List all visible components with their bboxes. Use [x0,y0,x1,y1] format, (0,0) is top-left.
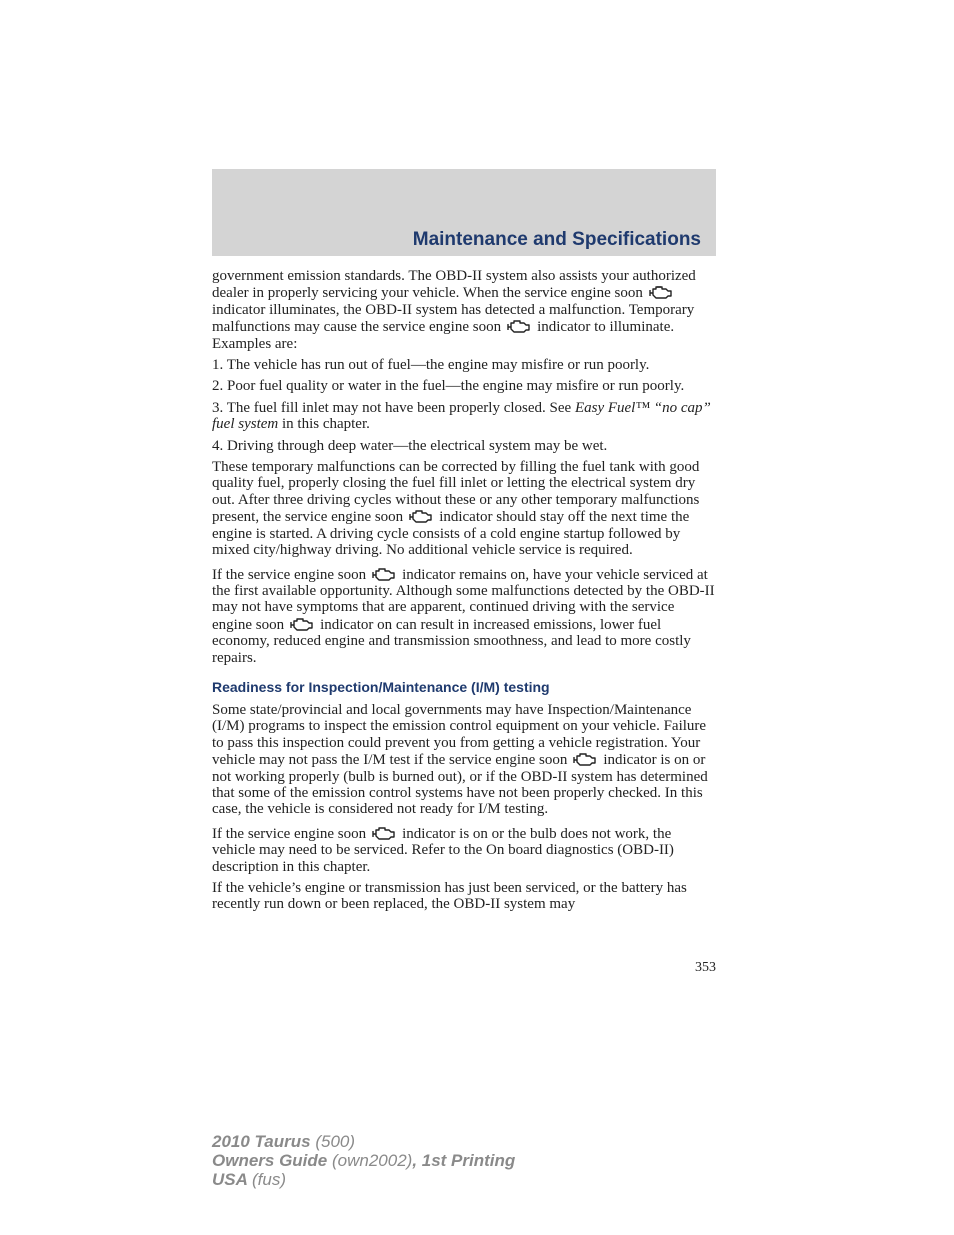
engine-icon [289,616,315,633]
paragraph-recently-serviced: If the vehicle’s engine or transmission has just been serviced, or the battery has recently run down or been replaced, the OBD-II system may [212,880,687,913]
footer-line-model: 2010 Taurus (500) [212,1132,356,1151]
list-item: 1. The vehicle has run out of fuel—the engine may misfire or run poorly. [212,357,650,374]
list-item: 2. Poor fuel quality or water in the fuel—the engine may misfire or run poorly. [212,378,685,395]
document-footer [212,1132,515,1189]
engine-icon [408,508,434,525]
cross-reference: Easy Fuel™ “no cap” fuel system [212,399,711,433]
list-item: 4. Driving through deep water—the electrical system may be wet. [212,437,608,454]
engine-icon [371,566,397,583]
footer-line-guide: Owners Guide (own2002), 1st Printing [212,1151,516,1170]
paragraph-bulb-not-working: If the service engine soon indicator is on or the bulb does not work, the vehicle may need to be serviced. Refer to the On board diagnostics (OBD-II) description in this chapter. [212,825,674,875]
paragraph-temporary-malfunctions: These temporary malfunctions can be corrected by filling the fuel tank with good quality fuel, properly closing the fuel fill inlet or letting the electrical system dry out. After three driving cycles without these or any other temporary malfunctions present, the service engine soon indicator should stay off the next time the engine is started. A driving cycle consists of a cold engine startup followed by mixed city/highway driving. No additional vehicle service is required. [212,459,700,559]
paragraph-im-programs: Some state/provincial and local governments may have Inspection/Maintenance (I/M) programs to inspect the emission control equipment on your vehicle. Failure to pass this inspection could prevent you from getting a vehicle registration. Your vehicle may not pass the I/M test if the service engine soon indicator is on or not working properly (bulb is burned out), or if the OBD-II system has determined that some of the emission control systems have not been properly checked. In this case, the vehicle is considered not ready for I/M testing. [212,701,708,818]
engine-icon [648,284,674,301]
footer-line-region: USA (fus) [212,1170,286,1189]
engine-icon [371,825,397,842]
section-header-bar [212,169,716,256]
paragraph-obd-intro: government emission standards. The OBD-II system also assists your authorized dealer in properly servicing your vehicle. When the service engine soon indicator illuminates, the OBD-II system has detected a malfunction. Temporary malfunctions may cause the service engine soon indicator to illuminate. Examples are: [212,268,696,352]
section-title: Maintenance and Specifications [412,229,701,250]
page-body [212,268,718,918]
engine-icon [572,751,598,768]
list-item: 3. The fuel fill inlet may not have been properly closed. See Easy Fuel™ “no cap” fuel system in this chapter. [212,399,711,433]
page-number: 353 [695,960,716,975]
subsection-heading: Readiness for Inspection/Maintenance (I/M) testing [212,678,550,695]
paragraph-indicator-remains-on: If the service engine soon indicator remains on, have your vehicle serviced at the first available opportunity. Although some malfunctions detected by the OBD-II may not have symptoms that are apparent, continued driving with the service engine soon indicator on can result in increased emissions, lower fuel economy, reduced engine and transmission smoothness, and lead to more costly repairs. [212,566,715,666]
engine-icon [506,318,532,335]
